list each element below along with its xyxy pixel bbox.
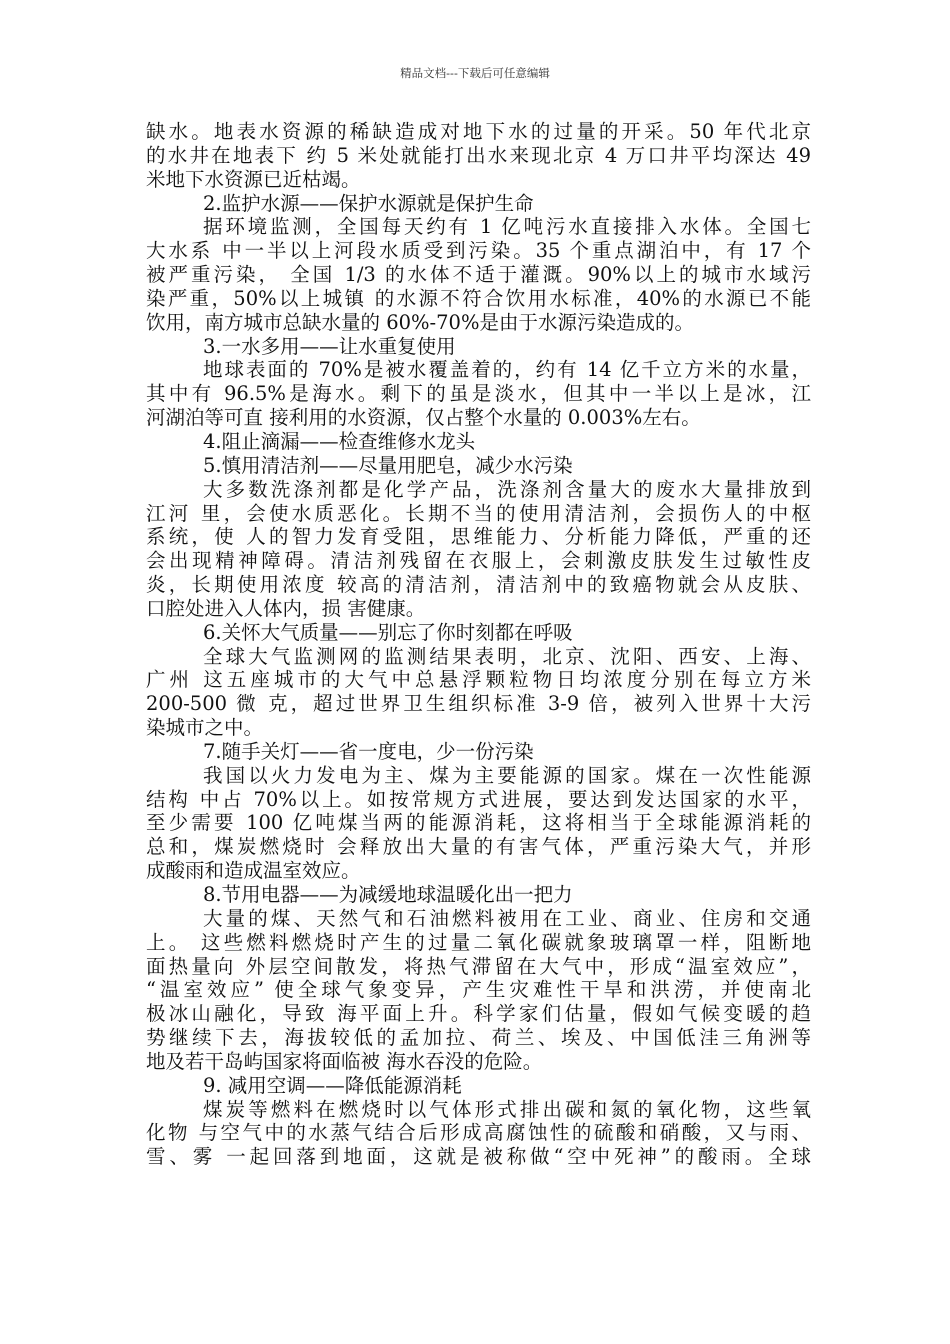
text-line: 大多数洗涤剂都是化学产品，洗涤剂含量大的废水大量排放到 <box>203 477 811 501</box>
text-line: 饮用，南方城市总缺水量的 60%-70%是由于水源污染造成的。 <box>146 310 694 334</box>
text-line: 3.一水多用——让水重复使用 <box>203 334 456 358</box>
document-body <box>146 120 811 1169</box>
text-line: 其中有 96.5%是海水。剩下的虽是淡水，但其中一半以上是冰，江 <box>146 382 811 406</box>
text-line: 6.关怀大气质量——别忘了你时刻都在呼吸 <box>203 620 573 644</box>
text-line: 上。 这些燃料燃烧时产生的过量二氧化碳就象玻璃罩一样，阻断地 <box>146 930 811 954</box>
text-line: 炎，长期使用浓度 较高的清洁剂，清洁剂中的致癌物就会从皮肤、 <box>146 573 811 597</box>
text-line: 大水系 中一半以上河段水质受到污染。35 个重点湖泊中，有 17 个 <box>146 239 811 263</box>
text-line: 全球大气监测网的监测结果表明，北京、沈阳、西安、上海、 <box>203 644 811 668</box>
text-line: 7.随手关灯——省一度电，少一份污染 <box>203 739 534 763</box>
text-line: 化物 与空气中的水蒸气结合后形成高腐蚀性的硫酸和硝酸，又与雨、 <box>146 1121 811 1145</box>
text-line: 极冰山融化，导致 海平面上升。科学家们估量，假如气候变暖的趋 <box>146 1002 811 1026</box>
text-line: 系统，使 人的智力发育受阻，思维能力、分析能力降低，严重的还 <box>146 525 811 549</box>
text-line: 雪、雾 一起回落到地面，这就是被称做“空中死神”的酸雨。全球 <box>146 1145 811 1169</box>
text-line: 8.节用电器——为减缓地球温暖化出一把力 <box>203 883 573 906</box>
text-line: 2.监护水源——保护水源就是保护生命 <box>203 191 534 215</box>
text-line: 缺水。地表水资源的稀缺造成对地下水的过量的开采。50 年代北京 <box>146 120 811 143</box>
text-line: 势继续下去，海拔较低的孟加拉、荷兰、埃及、中国低洼三角洲等 <box>146 1026 811 1050</box>
text-line: 地球表面的 70%是被水覆盖着的，约有 14 亿千立方米的水量， <box>203 358 811 382</box>
text-line: 至少需要 100 亿吨煤当两的能源消耗，这将相当于全球能源消耗的 <box>146 811 811 835</box>
text-line: 米地下水资源已近枯竭。 <box>146 167 361 191</box>
text-line: 面热量向 外层空间散发，将热气滞留在大气中，形成“温室效应”， <box>146 954 811 978</box>
text-line: 河湖泊等可直 接利用的水资源，仅占整个水量的 0.003%左右。 <box>146 406 701 430</box>
text-line: 结构 中占 70%以上。如按常规方式进展，要达到发达国家的水平， <box>146 787 811 811</box>
text-line: 9. 减用空调——降低能源消耗 <box>203 1073 462 1097</box>
text-line: 煤炭等燃料在燃烧时以气体形式排出碳和氮的氧化物，这些氧 <box>203 1097 811 1121</box>
text-line: 会出现精神障碍。清洁剂残留在衣服上，会刺激皮肤发生过敏性皮 <box>146 549 811 573</box>
text-line: 被严重污染， 全国 1/3 的水体不适于灌溉。90%以上的城市水域污 <box>146 263 811 287</box>
text-line: 地及若干岛屿国家将面临被 海水吞没的危险。 <box>146 1049 543 1073</box>
text-line: 广州 这五座城市的大气中总悬浮颗粒物日均浓度分别在每立方米 <box>146 668 811 692</box>
text-line: 总和，煤炭燃烧时 会释放出大量的有害气体，严重污染大气，并形 <box>146 835 811 859</box>
text-line: “温室效应” 使全球气象变异，产生灾难性干旱和洪涝，并使南北 <box>146 978 811 1002</box>
text-line: 大量的煤、天然气和石油燃料被用在工业、商业、住房和交通 <box>203 906 811 930</box>
text-line: 200-500 微 克，超过世界卫生组织标准 3-9 倍，被列入世界十大污 <box>146 692 811 716</box>
text-line: 的水井在地表下 约 5 米处就能打出水来现北京 4 万口井平均深达 49 <box>146 143 811 167</box>
text-line: 据环境监测，全国每天约有 1 亿吨污水直接排入水体。全国七 <box>203 215 811 239</box>
text-line: 成酸雨和造成温室效应。 <box>146 859 361 883</box>
text-line: 4.阻止滴漏——检查维修水龙头 <box>203 429 476 453</box>
text-line: 江河 里，会使水质恶化。长期不当的使用清洁剂，会损伤人的中枢 <box>146 501 811 525</box>
text-line: 染城市之中。 <box>146 716 264 740</box>
text-line: 染严重，50%以上城镇 的水源不符合饮用水标准，40%的水源已不能 <box>146 286 811 310</box>
text-line: 我国以火力发电为主、煤为主要能源的国家。煤在一次性能源 <box>203 763 811 787</box>
page-header: 精品文档---下载后可任意编辑 <box>400 66 550 80</box>
text-line: 5.慎用清洁剂——尽量用肥皂，减少水污染 <box>203 453 573 477</box>
text-line: 口腔处进入人体内，损 害健康。 <box>146 596 426 620</box>
